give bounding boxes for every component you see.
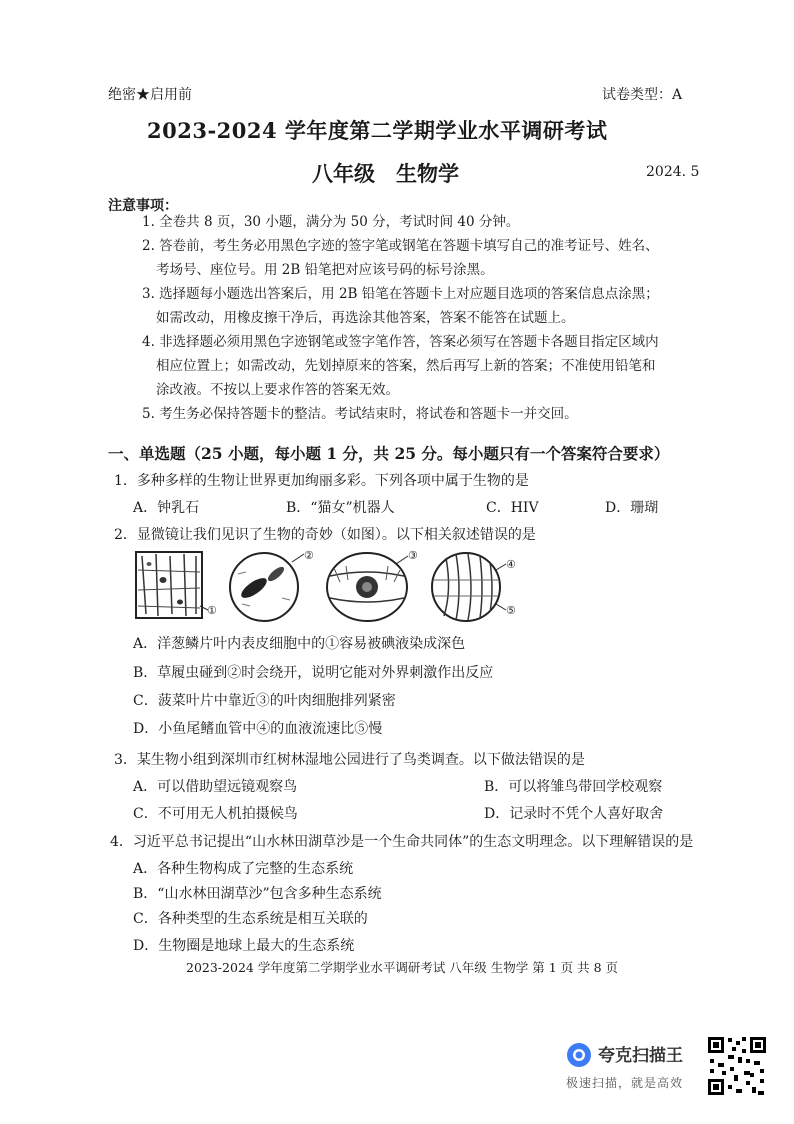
note-line: 相应位置上；如需改动，先划掉原来的答案，然后再写上新的答案；不准使用铅笔和	[156, 358, 656, 374]
q4-option-b: B．“山水林田湖草沙”包含多种生态系统	[133, 886, 382, 902]
q1-option-b: B．“猫女”机器人	[286, 500, 395, 516]
exam-subtitle: 八年级 生物学	[312, 161, 459, 186]
q1-stem: 1．多种多样的生物让世界更加绚丽多彩。下列各项中属于生物的是	[114, 473, 529, 489]
leaf-section-image	[327, 553, 408, 621]
note-line: 3. 选择题每小题选出答案后，用 2B 铅笔在答题卡上对应题目选项的答案信息点涂黑；	[142, 286, 659, 302]
q4-option-d: D．生物圈是地球上最大的生态系统	[133, 938, 355, 954]
onion-cell-image	[136, 552, 208, 618]
q2-option-c: C．菠菜叶片中靠近③的叶肉细胞排列紧密	[133, 693, 396, 709]
q3-option-b: B．可以将雏鸟带回学校观察	[484, 779, 663, 795]
q1-option-d: D．珊瑚	[605, 500, 659, 516]
q3-option-c: C．不可用无人机拍摄候鸟	[133, 806, 298, 822]
q4-option-c: C．各种类型的生态系统是相互关联的	[133, 911, 368, 927]
q2-microscope-figure	[134, 550, 534, 625]
q4-stem: 4．习近平总书记提出“山水林田湖草沙是一个生命共同体”的生态文明理念。以下理解错误的是	[110, 834, 694, 850]
paramecium-image	[230, 553, 304, 621]
q2-option-a: A．洋葱鳞片叶内表皮细胞中的①容易被碘液染成深色	[133, 636, 466, 652]
exam-date: 2024. 5	[646, 164, 700, 180]
qr-code-icon	[706, 1035, 768, 1097]
page-footer: 2023-2024 学年度第二学期学业水平调研考试 八年级 生物学 第 1 页 共 8 页	[186, 960, 619, 975]
q3-option-d: D．记录时不凭个人喜好取舍	[484, 806, 664, 822]
q2-stem: 2．显微镜让我们见识了生物的奇妙（如图）。以下相关叙述错误的是	[114, 527, 536, 543]
paper-type-label: 试卷类型：A	[602, 87, 683, 103]
watermark-subtitle: 极速扫描，就是高效	[566, 1076, 684, 1090]
q3-stem: 3．某生物小组到深圳市红树林湿地公园进行了鸟类调查。以下做法错误的是	[114, 752, 585, 768]
q3-option-a: A．可以借助望远镜观察鸟	[133, 779, 298, 795]
note-line: 5. 考生务必保持答题卡的整洁。考试结束时，将试卷和答题卡一并交回。	[142, 406, 578, 422]
section-heading: 一、单选题（25 小题，每小题 1 分，共 25 分。每小题只有一个答案符合要求）	[108, 444, 670, 463]
q2-option-d: D．小鱼尾鳍血管中④的血液流速比⑤慢	[133, 721, 383, 737]
exam-title: 2023-2024 学年度第二学期学业水平调研考试	[147, 118, 608, 143]
note-line: 1. 全卷共 8 页，30 小题，满分为 50 分，考试时间 40 分钟。	[142, 214, 520, 230]
figure-label-3: ③	[408, 550, 418, 562]
q4-option-a: A．各种生物构成了完整的生态系统	[133, 861, 354, 877]
watermark-title: 夸克扫描王	[598, 1046, 683, 1066]
q2-option-b: B．草履虫碰到②时会绕开，说明它能对外界刺激作出反应	[133, 665, 494, 681]
fish-tail-image	[432, 553, 506, 621]
note-line: 如需改动，用橡皮擦干净后，再选涂其他答案，答案不能答在试题上。	[156, 310, 575, 326]
figure-label-5: ⑤	[506, 604, 516, 617]
note-line: 2. 答卷前，考生务必用黑色字迹的签字笔或钢笔在答题卡填写自己的准考证号、姓名、	[142, 238, 659, 254]
q1-option-c: C．HIV	[486, 500, 539, 516]
figure-label-2: ②	[304, 550, 314, 562]
note-line: 4. 非选择题必须用黑色字迹钢笔或签字笔作答，答案必须写在答题卡各题目指定区域内	[142, 334, 659, 350]
scanner-watermark	[566, 1038, 696, 1098]
figure-label-1: ①	[207, 604, 217, 617]
confidential-label: 绝密★启用前	[108, 87, 192, 103]
figure-label-4: ④	[506, 558, 516, 571]
scanner-logo-icon	[566, 1042, 592, 1068]
note-line: 涂改液。不按以上要求作答的答案无效。	[156, 382, 399, 398]
note-line: 考场号、座位号。用 2B 铅笔把对应该号码的标号涂黑。	[156, 262, 494, 278]
q1-option-a: A．钟乳石	[133, 500, 200, 516]
notes-heading: 注意事项：	[108, 198, 178, 214]
